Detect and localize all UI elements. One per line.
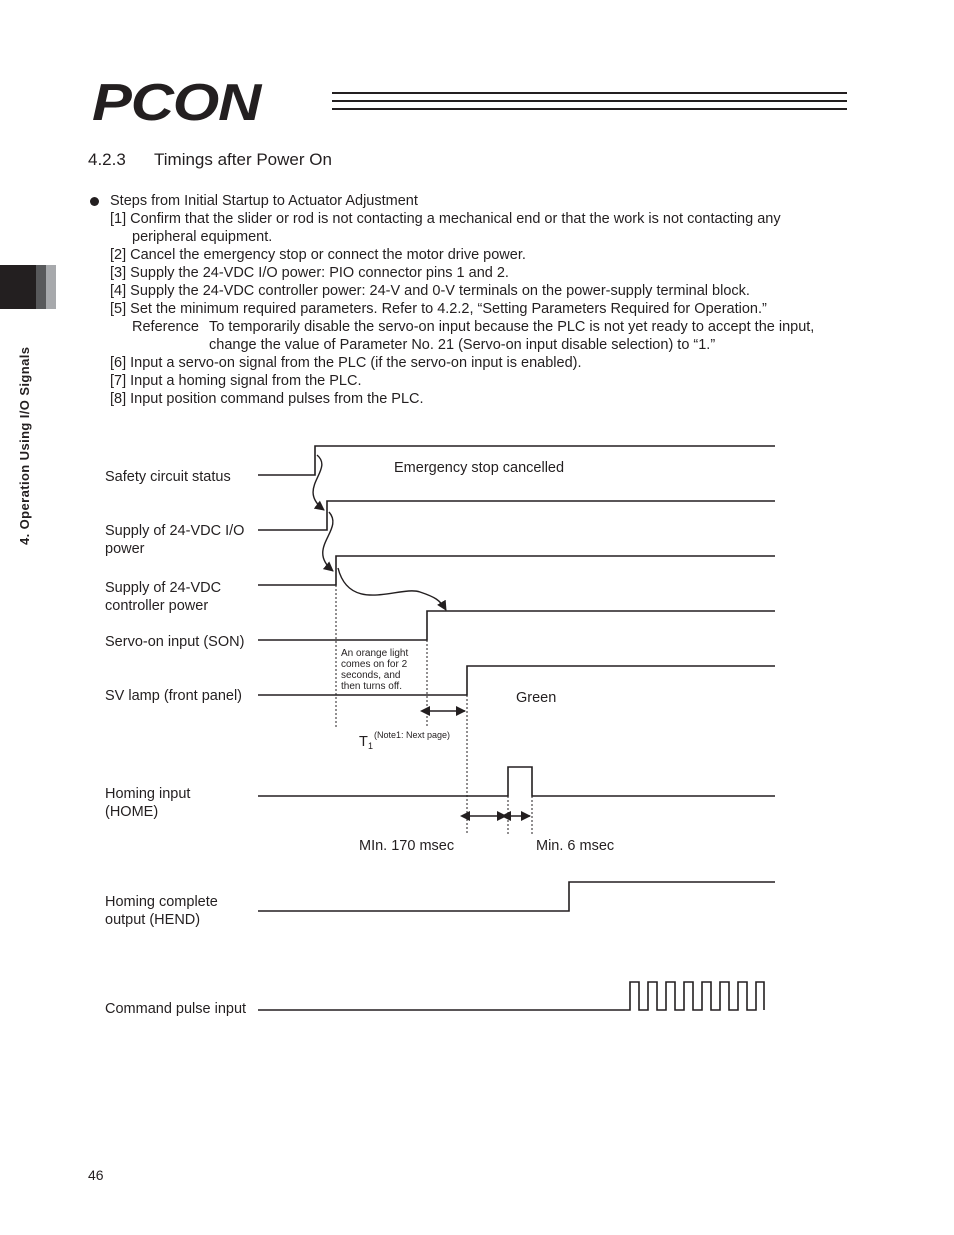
t1-subscript: 1: [368, 741, 374, 751]
logo-text: PCON: [92, 74, 261, 132]
label-home-2: (HOME): [105, 804, 159, 820]
step-8: [8] Input position command pulses from the PLC.: [110, 391, 424, 407]
label-sv-lamp: SV lamp (front panel): [105, 688, 243, 704]
green-note: Green: [516, 690, 557, 706]
step-1-cont: peripheral equipment.: [132, 229, 273, 245]
step-7: [7] Input a homing signal from the PLC.: [110, 373, 362, 389]
reference-text: To temporarily disable the servo-on input because the PLC is not yet ready to accept the input,: [209, 319, 815, 335]
label-safety: Safety circuit status: [105, 469, 231, 485]
label-hend: Homing complete: [105, 894, 218, 910]
t1-label: T: [359, 734, 368, 750]
orange-note-4: then turns off.: [341, 681, 402, 692]
estop-note: Emergency stop cancelled: [394, 460, 565, 476]
label-io-power-2: power: [105, 541, 145, 557]
section-title: Timings after Power On: [154, 150, 332, 169]
page-number: 46: [88, 1167, 104, 1183]
label-home: Homing input: [105, 786, 191, 802]
step-6: [6] Input a servo-on signal from the PLC (if the servo-on input is enabled).: [110, 355, 582, 371]
orange-note-3: seconds, and: [341, 670, 401, 681]
orange-note-2: comes on for 2: [341, 659, 408, 670]
step-3: [3] Supply the 24-VDC I/O power: PIO connector pins 1 and 2.: [110, 265, 509, 281]
section-number: 4.2.3: [88, 150, 126, 169]
min170-label: MIn. 170 msec: [359, 838, 455, 854]
io-power-waveform: [258, 501, 775, 530]
label-io-power: Supply of 24-VDC I/O: [105, 523, 245, 539]
pulse-waveform: [258, 982, 764, 1010]
step-5: [5] Set the minimum required parameters. Refer to 4.2.2, “Setting Parameters Required for Operation.”: [110, 301, 767, 317]
label-ctrl-power: Supply of 24-VDC: [105, 580, 222, 596]
step-1: [1] Confirm that the slider or rod is not contacting a mechanical end or that the work is not contacting any: [110, 211, 781, 227]
t1-note: (Note1: Next page): [374, 730, 451, 740]
reference-text-cont: change the value of Parameter No. 21 (Servo-on input disable selection) to “1.”: [209, 337, 716, 353]
sequence-arrow: [338, 568, 446, 610]
label-ctrl-power-2: controller power: [105, 598, 209, 614]
sequence-arrow: [323, 512, 333, 571]
hend-waveform: [258, 882, 775, 911]
label-hend-2: output (HEND): [105, 912, 201, 928]
label-son: Servo-on input (SON): [105, 634, 245, 650]
label-pulse: Command pulse input: [105, 1001, 247, 1017]
orange-note-1: An orange light: [341, 648, 409, 659]
chapter-tab-label: 4. Operation Using I/O Signals: [17, 346, 32, 545]
min6-label: Min. 6 msec: [536, 838, 615, 854]
controller-power-waveform: [258, 556, 775, 585]
step-2: [2] Cancel the emergency stop or connect the motor drive power.: [110, 247, 526, 263]
steps-intro: Steps from Initial Startup to Actuator Adjustment: [90, 192, 814, 210]
home-waveform: [258, 767, 775, 796]
step-4: [4] Supply the 24-VDC controller power: 24-V and 0-V terminals on the power-supply terminal block.: [110, 283, 750, 299]
reference-label: Reference: [132, 319, 199, 335]
